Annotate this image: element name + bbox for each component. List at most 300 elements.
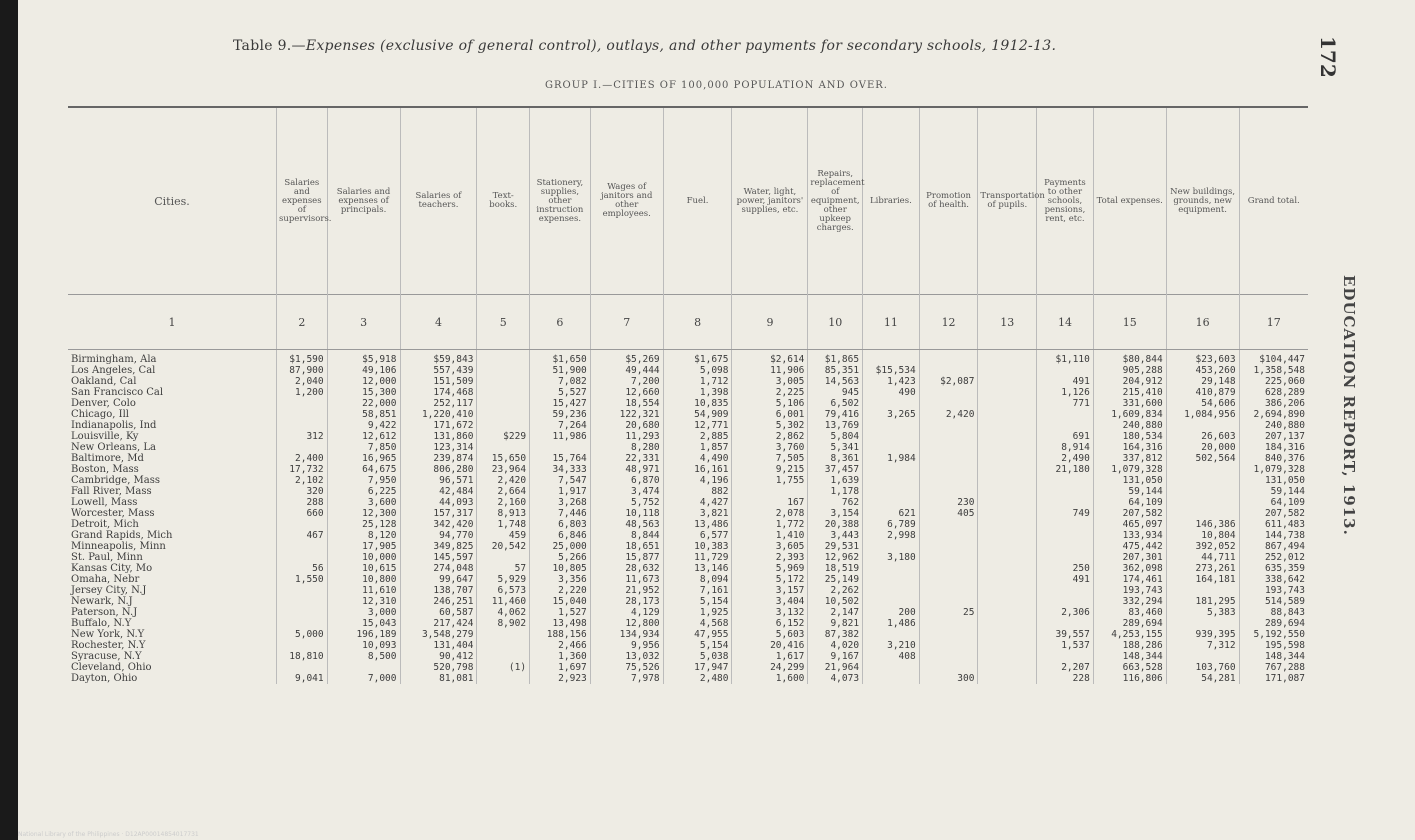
value-cell: 5,752 [590, 497, 663, 508]
value-cell: 188,286 [1093, 640, 1166, 651]
value-cell: 252,117 [400, 398, 477, 409]
value-cell: 8,094 [663, 574, 732, 585]
value-cell: $1,865 [808, 350, 863, 366]
column-header: Stationery, supplies, other instruction expenses. [530, 107, 591, 295]
value-cell: 4,062 [477, 607, 530, 618]
value-cell [1037, 497, 1094, 508]
value-cell: 289,694 [1264, 618, 1305, 629]
value-cell: 83,460 [1093, 607, 1166, 618]
value-cell [978, 365, 1037, 376]
value-cell: 628,289 [1264, 387, 1305, 398]
value-cell: 17,947 [663, 662, 732, 673]
value-cell [477, 651, 530, 662]
value-cell [863, 486, 920, 497]
value-cell: 410,879 [1166, 387, 1239, 398]
city-cell: Kansas City, Mo [68, 563, 277, 574]
city-cell: Grand Rapids, Mich [68, 530, 277, 541]
value-cell [919, 398, 978, 409]
value-cell: 3,154 [808, 508, 863, 519]
value-cell [863, 442, 920, 453]
value-cell: 207,582 [1264, 508, 1305, 519]
table-row [68, 442, 1308, 453]
value-cell: 21,952 [590, 585, 663, 596]
value-cell: 11,610 [327, 585, 400, 596]
value-cell: 1,360 [530, 651, 591, 662]
table-row [68, 552, 1308, 563]
value-cell: 467 [277, 530, 328, 541]
value-cell: 48,563 [590, 519, 663, 530]
value-cell: 1,410 [732, 530, 808, 541]
value-cell: 945 [808, 387, 863, 398]
value-cell: 8,902 [477, 618, 530, 629]
value-cell: 1,486 [863, 618, 920, 629]
value-cell: 200 [863, 607, 920, 618]
value-cell: 12,800 [590, 618, 663, 629]
value-cell: 18,651 [590, 541, 663, 552]
column-number: 3 [327, 295, 400, 350]
value-cell: 520,798 [400, 662, 477, 673]
column-header: Salaries and expenses of supervisors. [277, 107, 328, 295]
value-cell [477, 629, 530, 640]
value-cell [277, 662, 328, 673]
value-cell: 611,483 [1264, 519, 1305, 530]
value-cell: 17,905 [327, 541, 400, 552]
city-cell: Minneapolis, Minn [68, 541, 277, 552]
value-cell: 867,494 [1264, 541, 1305, 552]
value-cell: 2,490 [1037, 453, 1094, 464]
value-cell: 1,126 [1037, 387, 1094, 398]
value-cell [863, 662, 920, 673]
value-cell [919, 387, 978, 398]
value-cell: 312 [277, 431, 328, 442]
value-cell: 331,600 [1093, 398, 1166, 409]
value-cell: 502,564 [1166, 453, 1239, 464]
value-cell [919, 640, 978, 651]
value-cell: 2,664 [477, 486, 530, 497]
value-cell: 15,043 [327, 618, 400, 629]
value-cell [277, 552, 328, 563]
value-cell: 15,427 [530, 398, 591, 409]
value-cell: 11,460 [477, 596, 530, 607]
value-cell: 88,843 [1270, 607, 1305, 618]
value-cell: (1) [477, 662, 530, 673]
value-cell: 20,680 [590, 420, 663, 431]
value-cell: 2,480 [663, 673, 732, 684]
city-cell: Buffalo, N.Y [68, 618, 277, 629]
value-cell: 767,288 [1264, 662, 1305, 673]
value-cell: 174,468 [400, 387, 477, 398]
value-cell [978, 596, 1037, 607]
column-number: 9 [732, 295, 808, 350]
column-header: Transportation of pupils. [978, 107, 1037, 295]
value-cell [1037, 519, 1094, 530]
value-cell: 5,154 [663, 640, 732, 651]
column-number: 14 [1037, 295, 1094, 350]
value-cell: 2,420 [477, 475, 530, 486]
table-row [68, 508, 1308, 519]
value-cell [978, 662, 1037, 673]
value-cell: $104,447 [1259, 354, 1305, 365]
value-cell: 87,900 [277, 365, 328, 376]
value-cell [978, 563, 1037, 574]
value-cell: 181,295 [1166, 596, 1239, 607]
value-cell: 806,280 [400, 464, 477, 475]
value-cell: 54,909 [663, 409, 732, 420]
value-cell: 13,032 [590, 651, 663, 662]
value-cell [1166, 475, 1239, 486]
value-cell: 21,180 [1037, 464, 1094, 475]
city-cell: Dayton, Ohio [68, 673, 277, 684]
column-number: 13 [978, 295, 1037, 350]
value-cell [863, 596, 920, 607]
value-cell: 20,542 [477, 541, 530, 552]
value-cell: 5,000 [277, 629, 328, 640]
value-cell [919, 453, 978, 464]
value-cell: 557,439 [400, 365, 477, 376]
value-cell: 1,617 [732, 651, 808, 662]
table-body [68, 350, 1308, 685]
value-cell: 10,000 [327, 552, 400, 563]
value-cell: 64,109 [1093, 497, 1166, 508]
value-cell: 5,603 [732, 629, 808, 640]
value-cell: 2,923 [530, 673, 591, 684]
value-cell: 9,215 [732, 464, 808, 475]
value-cell [477, 409, 530, 420]
value-cell: 25,128 [327, 519, 400, 530]
value-cell: 2,262 [808, 585, 863, 596]
value-cell: 3,821 [663, 508, 732, 519]
value-cell: 59,144 [1093, 486, 1166, 497]
value-cell: 5,106 [732, 398, 808, 409]
value-cell: 122,321 [590, 409, 663, 420]
value-cell: 240,880 [1264, 420, 1305, 431]
value-cell: 87,382 [808, 629, 863, 640]
table-row [68, 475, 1308, 486]
column-number-row [68, 295, 1308, 350]
value-cell: 7,264 [530, 420, 591, 431]
value-cell [1037, 541, 1094, 552]
table-row [68, 519, 1308, 530]
city-cell: Paterson, N.J [68, 607, 277, 618]
table-title: Table 9.—Expenses (exclusive of general control), outlays, and other payments for secondary schools, 1912-13. [233, 38, 1057, 54]
column-header: Libraries. [863, 107, 920, 295]
value-cell [919, 574, 978, 585]
value-cell [277, 640, 328, 651]
value-cell [978, 607, 1037, 618]
value-cell [978, 387, 1037, 398]
value-cell: 5,527 [530, 387, 591, 398]
city-cell: Jersey City, N.J [68, 585, 277, 596]
value-cell [1166, 618, 1239, 629]
value-cell [919, 486, 978, 497]
value-cell [919, 442, 978, 453]
value-cell: 1,772 [732, 519, 808, 530]
value-cell [863, 464, 920, 475]
value-cell: 230 [919, 497, 978, 508]
value-cell: 475,442 [1093, 541, 1166, 552]
value-cell: 250 [1037, 563, 1094, 574]
value-cell: 6,870 [590, 475, 663, 486]
value-cell: 11,906 [732, 365, 808, 376]
value-cell [978, 629, 1037, 640]
value-cell: 64,675 [327, 464, 400, 475]
value-cell [919, 618, 978, 629]
value-cell: 459 [477, 530, 530, 541]
city-cell: St. Paul, Minn [68, 552, 277, 563]
value-cell: 3,404 [732, 596, 808, 607]
value-cell: 58,851 [327, 409, 400, 420]
value-cell: 1,748 [477, 519, 530, 530]
table-row [68, 541, 1308, 552]
value-cell: 10,805 [530, 563, 591, 574]
column-number: 10 [808, 295, 863, 350]
value-cell: 621 [863, 508, 920, 519]
value-cell: 12,771 [663, 420, 732, 431]
value-cell: $229 [477, 431, 530, 442]
value-cell: 3,000 [327, 607, 400, 618]
value-cell [477, 365, 530, 376]
value-cell [477, 420, 530, 431]
value-cell: 2,147 [808, 607, 863, 618]
value-cell: 171,087 [1264, 673, 1305, 684]
table-row [68, 596, 1308, 607]
value-cell: 762 [808, 497, 863, 508]
column-header: Promotion of health. [919, 107, 978, 295]
table-row [68, 486, 1308, 497]
value-cell: 2,393 [732, 552, 808, 563]
value-cell: 246,251 [400, 596, 477, 607]
table-row [68, 350, 1308, 366]
table-row [68, 431, 1308, 442]
value-cell [978, 618, 1037, 629]
value-cell: 749 [1037, 508, 1094, 519]
value-cell: 6,573 [477, 585, 530, 596]
value-cell: 5,192,550 [1253, 629, 1305, 640]
column-number: 6 [530, 295, 591, 350]
value-cell: 145,597 [400, 552, 477, 563]
value-cell: 2,400 [277, 453, 328, 464]
value-cell: 1,527 [530, 607, 591, 618]
value-cell: 18,519 [808, 563, 863, 574]
value-cell: 204,912 [1093, 376, 1166, 387]
value-cell: 18,554 [590, 398, 663, 409]
value-cell [732, 486, 808, 497]
value-cell [978, 420, 1037, 431]
value-cell: 5,302 [732, 420, 808, 431]
value-cell: 99,647 [400, 574, 477, 585]
value-cell [327, 662, 400, 673]
value-cell: 116,806 [1093, 673, 1166, 684]
value-cell: $1,650 [530, 350, 591, 366]
city-cell: Indianapolis, Ind [68, 420, 277, 431]
value-cell: 54,606 [1166, 398, 1239, 409]
table-row [68, 530, 1308, 541]
value-cell: 15,650 [477, 453, 530, 464]
value-cell: 5,266 [530, 552, 591, 563]
value-cell: 85,351 [808, 365, 863, 376]
value-cell: 9,167 [808, 651, 863, 662]
value-cell: 225,060 [1264, 376, 1305, 387]
table-row [68, 651, 1308, 662]
value-cell: 14,563 [808, 376, 863, 387]
value-cell [919, 420, 978, 431]
value-cell: 1,084,956 [1166, 409, 1239, 420]
value-cell: 9,422 [327, 420, 400, 431]
value-cell: 5,969 [732, 563, 808, 574]
value-cell: $5,269 [590, 350, 663, 366]
table-row [68, 398, 1308, 409]
value-cell [978, 508, 1037, 519]
value-cell: 7,505 [732, 453, 808, 464]
value-cell: 9,041 [277, 673, 328, 684]
value-cell [277, 618, 328, 629]
value-cell: 1,079,328 [1253, 464, 1305, 475]
value-cell: 392,052 [1166, 541, 1239, 552]
value-cell: 10,615 [327, 563, 400, 574]
value-cell: 6,502 [808, 398, 863, 409]
value-cell: 57 [477, 563, 530, 574]
value-cell [863, 431, 920, 442]
column-number: 5 [477, 295, 530, 350]
value-cell: 4,568 [663, 618, 732, 629]
value-cell: 2,306 [1037, 607, 1094, 618]
value-cell [477, 442, 530, 453]
value-cell: 144,738 [1264, 530, 1305, 541]
value-cell [863, 541, 920, 552]
value-cell: 1,755 [732, 475, 808, 486]
value-cell: 131,860 [400, 431, 477, 442]
value-cell: 44,093 [400, 497, 477, 508]
value-cell: $1,675 [663, 350, 732, 366]
column-number: 12 [919, 295, 978, 350]
value-cell [978, 475, 1037, 486]
value-cell: 15,040 [530, 596, 591, 607]
value-cell: 320 [277, 486, 328, 497]
value-cell [1037, 651, 1094, 662]
value-cell [978, 552, 1037, 563]
value-cell [978, 464, 1037, 475]
value-cell: 47,955 [663, 629, 732, 640]
value-cell [477, 640, 530, 651]
value-cell [1166, 486, 1239, 497]
value-cell: 10,118 [590, 508, 663, 519]
value-cell [978, 574, 1037, 585]
value-cell: 4,073 [808, 673, 863, 684]
value-cell: 28,173 [590, 596, 663, 607]
value-cell: 51,900 [530, 365, 591, 376]
value-cell: 15,300 [327, 387, 400, 398]
table-row [68, 563, 1308, 574]
table-row [68, 585, 1308, 596]
value-cell: 49,444 [590, 365, 663, 376]
value-cell [978, 453, 1037, 464]
value-cell [477, 398, 530, 409]
value-cell: 151,509 [400, 376, 477, 387]
value-cell: 332,294 [1093, 596, 1166, 607]
value-cell: 3,600 [327, 497, 400, 508]
column-header: Salaries and expenses of principals. [327, 107, 400, 295]
value-cell: 59,144 [1270, 486, 1305, 497]
value-cell: 17,732 [277, 464, 328, 475]
table-row [68, 574, 1308, 585]
value-cell: 24,299 [732, 662, 808, 673]
city-cell: New Orleans, La [68, 442, 277, 453]
column-number: 4 [400, 295, 477, 350]
value-cell: $2,087 [919, 376, 978, 387]
city-cell: Syracuse, N.Y [68, 651, 277, 662]
value-cell: 193,743 [1093, 585, 1166, 596]
value-cell: 60,587 [400, 607, 477, 618]
value-cell: 64,109 [1270, 497, 1305, 508]
value-cell: 49,106 [327, 365, 400, 376]
value-cell [277, 519, 328, 530]
value-cell [919, 519, 978, 530]
value-cell: 1,609,834 [1093, 409, 1166, 420]
value-cell: 7,547 [530, 475, 591, 486]
value-cell: 4,129 [590, 607, 663, 618]
city-cell: Newark, N.J [68, 596, 277, 607]
value-cell: 39,557 [1037, 629, 1094, 640]
value-cell [919, 651, 978, 662]
value-cell: 882 [663, 486, 732, 497]
value-cell: 81,081 [400, 673, 477, 684]
value-cell [978, 673, 1037, 684]
city-cell: Chicago, Ill [68, 409, 277, 420]
value-cell: 29,531 [808, 541, 863, 552]
header-row [68, 107, 1308, 295]
value-cell: 96,571 [400, 475, 477, 486]
city-cell: Denver, Colo [68, 398, 277, 409]
value-cell [863, 574, 920, 585]
value-cell: 4,020 [808, 640, 863, 651]
value-cell: 90,412 [400, 651, 477, 662]
value-cell: 6,001 [732, 409, 808, 420]
value-cell: 228 [1037, 673, 1094, 684]
report-page [18, 0, 1415, 840]
value-cell: 148,344 [1264, 651, 1305, 662]
value-cell: 3,180 [863, 552, 920, 563]
value-cell: 10,800 [327, 574, 400, 585]
value-cell: 171,672 [400, 420, 477, 431]
value-cell: 1,178 [808, 486, 863, 497]
city-cell: New York, N.Y [68, 629, 277, 640]
table-row [68, 640, 1308, 651]
value-cell: 6,152 [732, 618, 808, 629]
city-cell: Worcester, Mass [68, 508, 277, 519]
value-cell: 7,082 [530, 376, 591, 387]
value-cell: 2,420 [919, 409, 978, 420]
value-cell [978, 497, 1037, 508]
value-cell: 54,281 [1166, 673, 1239, 684]
city-cell: Boston, Mass [68, 464, 277, 475]
value-cell: 939,395 [1166, 629, 1239, 640]
value-cell: 11,673 [590, 574, 663, 585]
value-cell: 7,161 [663, 585, 732, 596]
value-cell: 1,712 [663, 376, 732, 387]
value-cell [978, 398, 1037, 409]
value-cell: 196,189 [327, 629, 400, 640]
value-cell: 1,857 [663, 442, 732, 453]
value-cell [1166, 508, 1239, 519]
table-head [68, 107, 1308, 350]
column-number: 7 [590, 295, 663, 350]
value-cell: 3,356 [530, 574, 591, 585]
value-cell: 3,760 [732, 442, 808, 453]
value-cell: $1,110 [1037, 350, 1094, 366]
value-cell: $59,843 [400, 350, 477, 366]
column-number: 15 [1093, 295, 1166, 350]
value-cell: 8,914 [1037, 442, 1094, 453]
